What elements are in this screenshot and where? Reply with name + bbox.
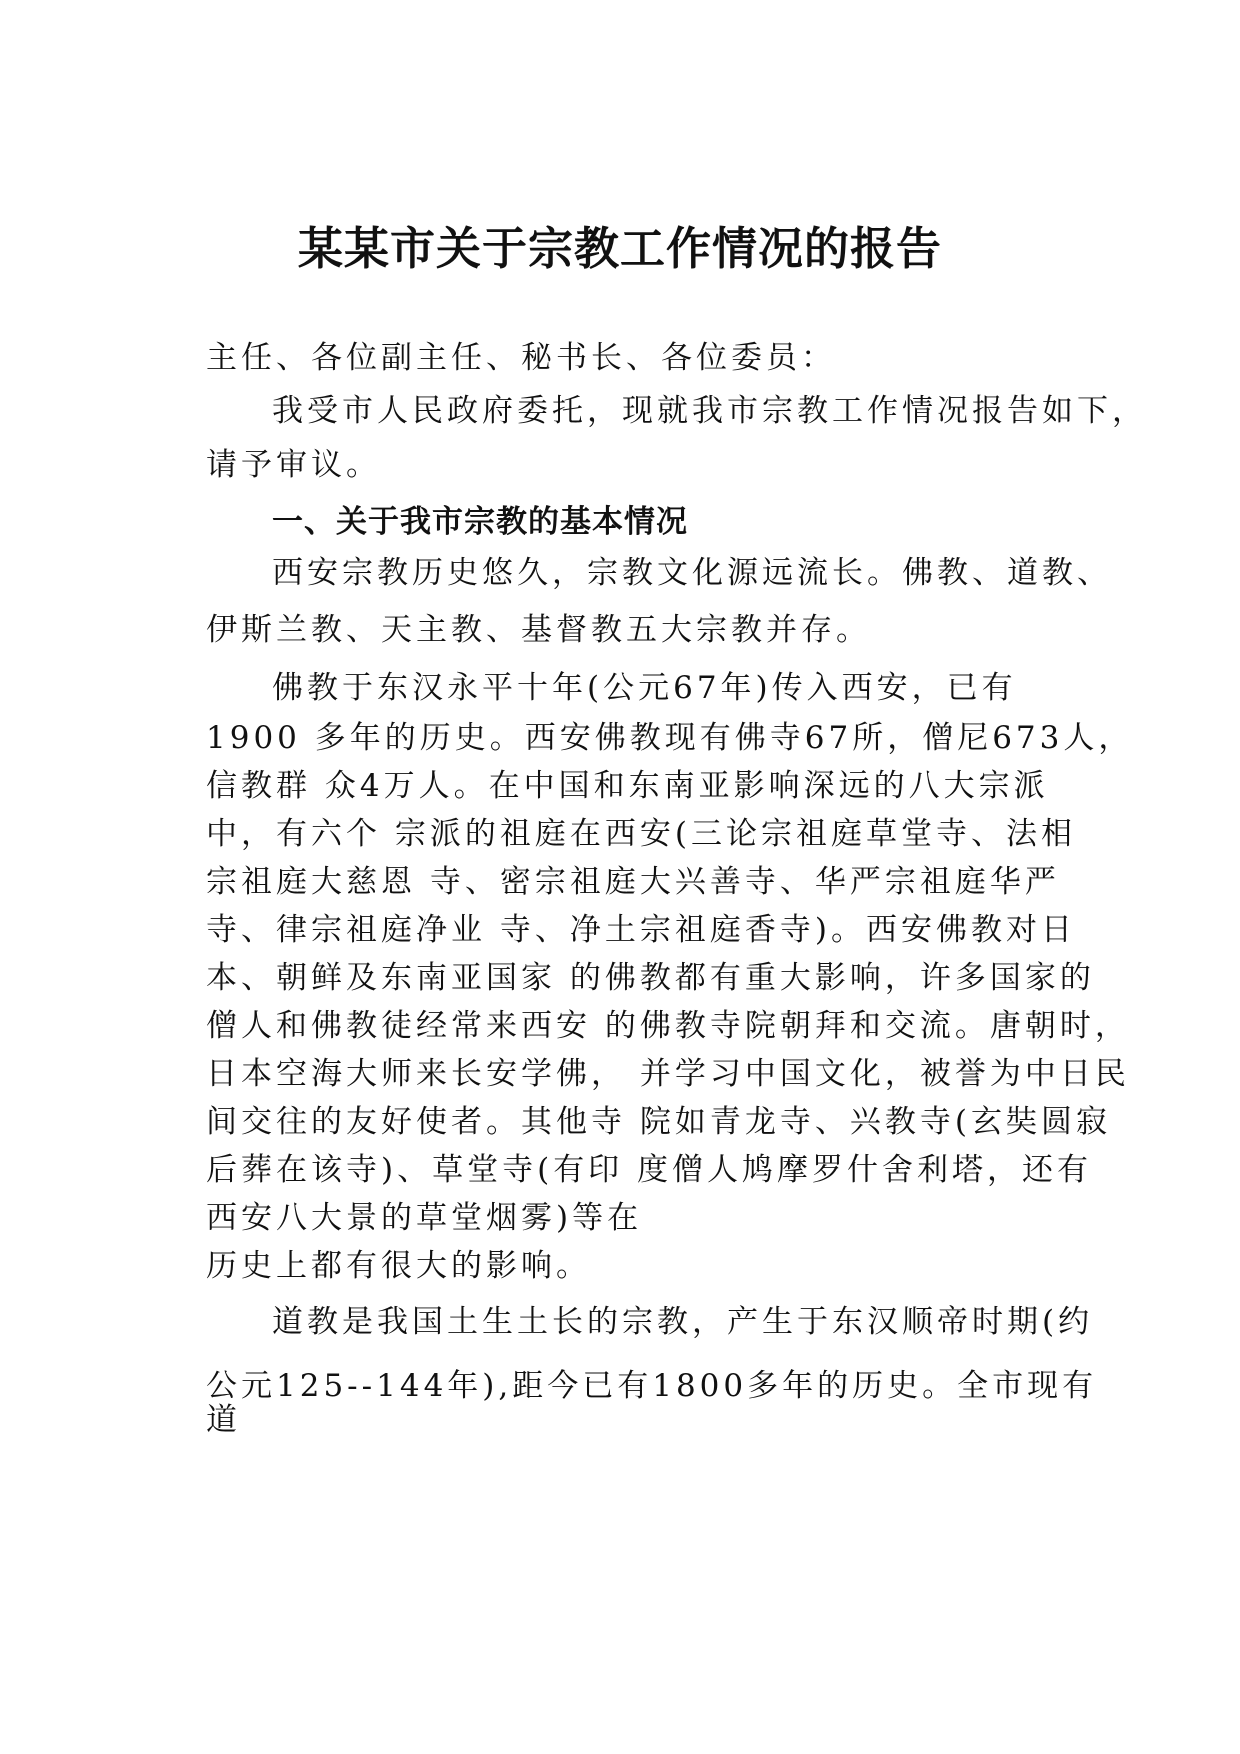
para3-line-1: 道教是我国土生土长的宗教，产生于东汉顺帝时期(约 bbox=[272, 1304, 1094, 1340]
intro-line-1: 我受市人民政府委托，现就我市宗教工作情况报告如下， bbox=[272, 393, 1147, 429]
intro-line-2: 请予审议。 bbox=[206, 447, 381, 483]
para3-line-2: 公元125--144年),距今已有1800多年的历史。全市现有 bbox=[206, 1368, 1098, 1404]
para2-line-2: 1900 多年的历史。西安佛教现有佛寺67所，僧尼673人， bbox=[206, 720, 1134, 756]
para2-line-4: 中，有六个 宗派的祖庭在西安(三论宗祖庭草堂寺、法相 bbox=[206, 816, 1076, 852]
para1-line-2: 伊斯兰教、天主教、基督教五大宗教并存。 bbox=[206, 612, 871, 648]
para2-line-6: 寺、律宗祖庭净业 寺、净土宗祖庭香寺)。西安佛教对日 bbox=[206, 912, 1076, 948]
para1-line-1: 西安宗教历史悠久，宗教文化源远流长。佛教、道教、 bbox=[272, 555, 1112, 591]
para2-line-11: 后葬在该寺)、草堂寺(有印 度僧人鸠摩罗什舍利塔，还有 bbox=[206, 1152, 1093, 1188]
para2-line-8: 僧人和佛教徒经常来西安 的佛教寺院朝拜和交流。唐朝时， bbox=[206, 1008, 1130, 1044]
document-title: 某某市关于宗教工作情况的报告 bbox=[297, 222, 942, 275]
para2-line-3: 信教群 众4万人。在中国和东南亚影响深远的八大宗派 bbox=[206, 768, 1049, 804]
para2-line-1: 佛教于东汉永平十年(公元67年)传入西安，已有 bbox=[272, 670, 1017, 706]
para3-line-3: 道 bbox=[206, 1402, 241, 1438]
para2-line-5: 宗祖庭大慈恩 寺、密宗祖庭大兴善寺、华严宗祖庭华严 bbox=[206, 864, 1060, 900]
para2-line-12: 西安八大景的草堂烟雾)等在 bbox=[206, 1200, 643, 1236]
para2-line-7: 本、朝鲜及东南亚国家 的佛教都有重大影响，许多国家的 bbox=[206, 960, 1095, 996]
section-heading: 一、关于我市宗教的基本情况 bbox=[272, 504, 688, 540]
para2-line-9: 日本空海大师来长安学佛， 并学习中国文化，被誉为中日民 bbox=[206, 1056, 1130, 1092]
salutation: 主任、各位副主任、秘书长、各位委员： bbox=[206, 340, 836, 376]
para2-line-13: 历史上都有很大的影响。 bbox=[206, 1248, 591, 1284]
para2-line-10: 间交往的友好使者。其他寺 院如青龙寺、兴教寺(玄奘圆寂 bbox=[206, 1104, 1111, 1140]
